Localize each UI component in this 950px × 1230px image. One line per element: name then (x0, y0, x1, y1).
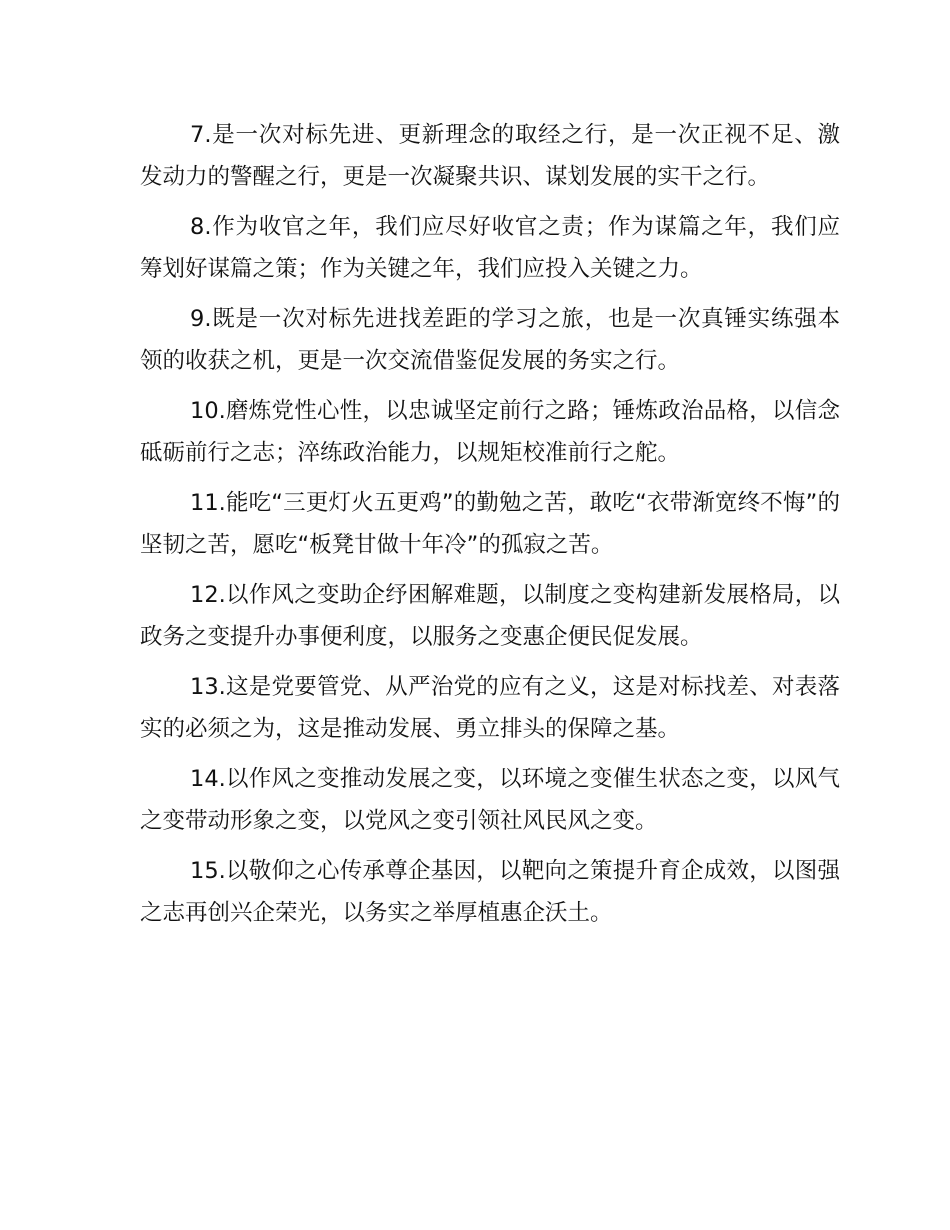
paragraph-11: 11.能吃“三更灯火五更鸡”的勤勉之苦，敢吃“衣带渐宽终不悔”的坚韧之苦，愿吃“板凳甘做十年冷”的孤寂之苦。 (140, 490, 840, 558)
paragraph-10: 10.磨炼党性心性，以忠诚坚定前行之路；锤炼政治品格，以信念砥砺前行之志；淬练政治能力，以规矩校准前行之舵。 (140, 398, 840, 466)
document-body (140, 115, 840, 943)
paragraph-8: 8.作为收官之年，我们应尽好收官之责；作为谋篇之年，我们应筹划好谋篇之策；作为关键之年，我们应投入关键之力。 (140, 214, 840, 282)
paragraph-7: 7.是一次对标先进、更新理念的取经之行，是一次正视不足、激发动力的警醒之行，更是一次凝聚共识、谋划发展的实干之行。 (140, 122, 840, 190)
paragraph-12: 12.以作风之变助企纾困解难题，以制度之变构建新发展格局，以政务之变提升办事便利度，以服务之变惠企便民促发展。 (140, 582, 840, 650)
paragraph-14: 14.以作风之变推动发展之变，以环境之变催生状态之变，以风气之变带动形象之变，以党风之变引领社风民风之变。 (140, 766, 840, 834)
paragraph-13: 13.这是党要管党、从严治党的应有之义，这是对标找差、对表落实的必须之为，这是推动发展、勇立排头的保障之基。 (140, 674, 840, 742)
paragraph-9: 9.既是一次对标先进找差距的学习之旅，也是一次真锤实练强本领的收获之机，更是一次交流借鉴促发展的务实之行。 (140, 306, 840, 374)
paragraph-15: 15.以敬仰之心传承尊企基因，以靶向之策提升育企成效，以图强之志再创兴企荣光，以务实之举厚植惠企沃土。 (140, 858, 840, 926)
